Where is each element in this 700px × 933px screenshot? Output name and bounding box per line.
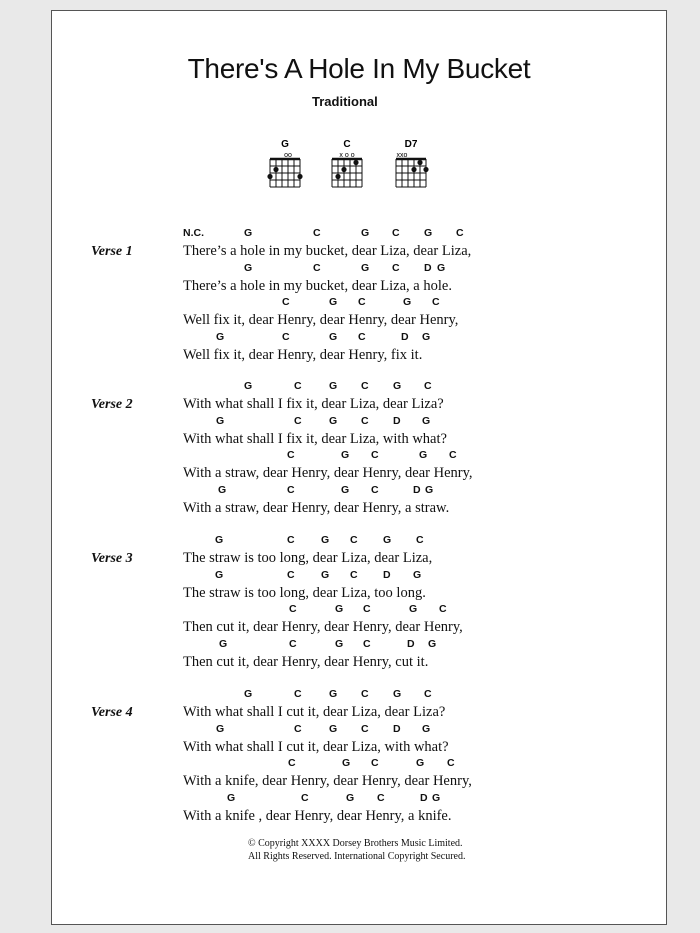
chord-symbol: N.C. xyxy=(183,227,204,239)
lyric-line: With a straw, dear Henry, dear Henry, dear Henry, xyxy=(183,465,473,481)
chord-symbol: C xyxy=(361,722,369,735)
lyric-line: With what shall I fix it, dear Liza, dear Liza? xyxy=(183,396,444,412)
chord-symbol: G xyxy=(329,414,338,427)
chord-symbol: G xyxy=(216,330,225,343)
chord-symbol: G xyxy=(361,227,370,239)
chord-symbol: C xyxy=(361,688,369,700)
chord-symbol: C xyxy=(289,603,297,615)
chord-symbol: C xyxy=(350,568,358,581)
chord-symbol: G xyxy=(321,534,330,546)
chord-symbol: C xyxy=(288,757,296,769)
chord-symbol: C xyxy=(432,296,440,308)
chord-symbol: C xyxy=(449,449,457,461)
chord-symbol: C xyxy=(301,791,309,804)
chord-symbol: C xyxy=(294,414,302,427)
chord-symbol: C xyxy=(350,534,358,546)
chord-symbol: G xyxy=(413,568,422,581)
lyric-line: With a straw, dear Henry, dear Henry, a straw. xyxy=(183,499,450,516)
chord-symbol: G xyxy=(341,483,350,496)
chord-symbol: G xyxy=(335,603,344,615)
chord-symbol: C xyxy=(447,757,455,769)
song-title: There's A Hole In My Bucket xyxy=(187,53,531,84)
chord-symbol: G xyxy=(244,380,253,392)
chord-diagram-markers: xxo xyxy=(396,152,408,159)
chord-symbol: G xyxy=(422,722,431,735)
chord-symbol: C xyxy=(416,534,424,546)
chord-symbol: C xyxy=(377,791,385,804)
chord-symbol: G xyxy=(244,261,253,274)
chord-symbol: G xyxy=(422,414,431,427)
chord-symbol: G xyxy=(216,414,225,427)
chord-symbol: G xyxy=(329,296,338,308)
chord-symbol: G xyxy=(428,637,437,650)
chord-symbol: C xyxy=(439,603,447,615)
chord-symbol: C xyxy=(287,568,295,581)
lyric-line: Then cut it, dear Henry, dear Henry, dear Henry, xyxy=(183,619,463,635)
composer: Traditional xyxy=(312,94,378,109)
lyric-line: With what shall I cut it, dear Liza, dear Liza? xyxy=(183,704,446,720)
chord-symbol: D xyxy=(420,791,428,804)
chord-symbol: D xyxy=(424,261,432,274)
lyric-line: With what shall I fix it, dear Liza, with what? xyxy=(183,430,447,447)
chord-symbol: D xyxy=(413,483,421,496)
chord-symbol: G xyxy=(216,722,225,735)
chord-symbol: C xyxy=(392,261,400,274)
chord-symbol: G xyxy=(425,483,434,496)
copyright-line: © Copyright XXXX Dorsey Brothers Music Limited. xyxy=(248,838,463,849)
chord-symbol: D xyxy=(393,722,401,735)
chord-symbol: C xyxy=(363,603,371,615)
verse-label: Verse 4 xyxy=(91,705,133,720)
chord-diagram-markers: oo xyxy=(284,152,292,159)
chord-symbol: C xyxy=(424,688,432,700)
chord-symbol: C xyxy=(287,534,295,546)
chord-symbol: D xyxy=(401,330,409,343)
chord-symbol: C xyxy=(287,449,295,461)
chord-symbol: G xyxy=(244,227,253,239)
chord-symbol: C xyxy=(361,380,369,392)
chord-symbol: G xyxy=(393,380,402,392)
chord-symbol: G xyxy=(329,722,338,735)
chord-symbol: C xyxy=(294,722,302,735)
chord-symbol: C xyxy=(371,483,379,496)
chord-diagram-d7 xyxy=(392,137,432,197)
chord-symbol: G xyxy=(227,791,236,804)
lyric-line: Well fix it, dear Henry, dear Henry, dear Henry, xyxy=(183,312,459,328)
chord-symbol: G xyxy=(346,791,355,804)
verse-label: Verse 3 xyxy=(91,551,133,566)
chord-symbol: G xyxy=(416,757,425,769)
chord-symbol: G xyxy=(329,380,338,392)
lyric-line: The straw is too long, dear Liza, too long. xyxy=(183,584,426,601)
verse-label: Verse 1 xyxy=(91,244,133,259)
chord-symbol: D xyxy=(383,568,391,581)
chord-diagram-name: C xyxy=(343,139,351,150)
chord-symbol: G xyxy=(219,637,228,650)
chord-symbol: G xyxy=(393,688,402,700)
chord-symbol: C xyxy=(392,227,400,239)
chord-symbol: G xyxy=(432,791,441,804)
lyric-line: There’s a hole in my bucket, dear Liza, dear Liza, xyxy=(183,243,472,259)
verse-label: Verse 2 xyxy=(91,397,133,412)
chord-symbol: C xyxy=(371,449,379,461)
chord-symbol: C xyxy=(294,688,302,700)
chord-diagram-markers: x o o xyxy=(339,152,355,159)
chord-symbol: C xyxy=(282,296,290,308)
chord-diagram-c xyxy=(328,137,368,197)
copyright-notice xyxy=(248,837,465,863)
lyric-line: With a knife, dear Henry, dear Henry, dear Henry, xyxy=(183,773,472,789)
chord-symbol: G xyxy=(215,568,224,581)
chord-symbol: G xyxy=(218,483,227,496)
chord-diagram-name: G xyxy=(281,139,289,150)
chord-symbol: G xyxy=(424,227,433,239)
chord-symbol: D xyxy=(407,637,415,650)
chord-symbol: G xyxy=(361,261,370,274)
chord-symbol: G xyxy=(422,330,431,343)
lyric-line: There’s a hole in my bucket, dear Liza, a hole. xyxy=(183,277,452,294)
chord-symbol: C xyxy=(287,483,295,496)
chord-symbol: G xyxy=(409,603,418,615)
chord-symbol: G xyxy=(342,757,351,769)
chord-symbol: G xyxy=(329,330,338,343)
chord-diagram-g xyxy=(266,137,306,197)
chord-symbol: G xyxy=(437,261,446,274)
lyric-line: The straw is too long, dear Liza, dear Liza, xyxy=(183,550,433,566)
sheet-page xyxy=(51,10,667,925)
lyric-line: Then cut it, dear Henry, dear Henry, cut it. xyxy=(183,653,429,670)
chord-symbol: C xyxy=(313,261,321,274)
chord-symbol: C xyxy=(371,757,379,769)
chord-symbol: D xyxy=(393,414,401,427)
chord-symbol: G xyxy=(403,296,412,308)
copyright-line: All Rights Reserved. International Copyright Secured. xyxy=(248,851,466,862)
chord-symbol: G xyxy=(383,534,392,546)
lyric-line: Well fix it, dear Henry, dear Henry, fix it. xyxy=(183,346,423,363)
chord-symbol: G xyxy=(244,688,253,700)
chord-symbol: C xyxy=(361,414,369,427)
chord-symbol: G xyxy=(341,449,350,461)
chord-symbol: G xyxy=(329,688,338,700)
chord-symbol: C xyxy=(282,330,290,343)
chord-symbol: G xyxy=(215,534,224,546)
chord-symbol: C xyxy=(294,380,302,392)
chord-symbol: C xyxy=(289,637,297,650)
chord-symbol: G xyxy=(321,568,330,581)
chord-symbol: C xyxy=(456,227,464,239)
chord-symbol: C xyxy=(313,227,321,239)
chord-symbol: C xyxy=(358,296,366,308)
chord-symbol: G xyxy=(335,637,344,650)
chord-diagram-name: D7 xyxy=(404,139,418,150)
chord-symbol: G xyxy=(419,449,428,461)
chord-symbol: C xyxy=(424,380,432,392)
lyric-line: With what shall I cut it, dear Liza, with what? xyxy=(183,738,449,755)
chord-symbol: C xyxy=(358,330,366,343)
chord-symbol: C xyxy=(363,637,371,650)
lyric-line: With a knife , dear Henry, dear Henry, a knife. xyxy=(183,807,452,824)
